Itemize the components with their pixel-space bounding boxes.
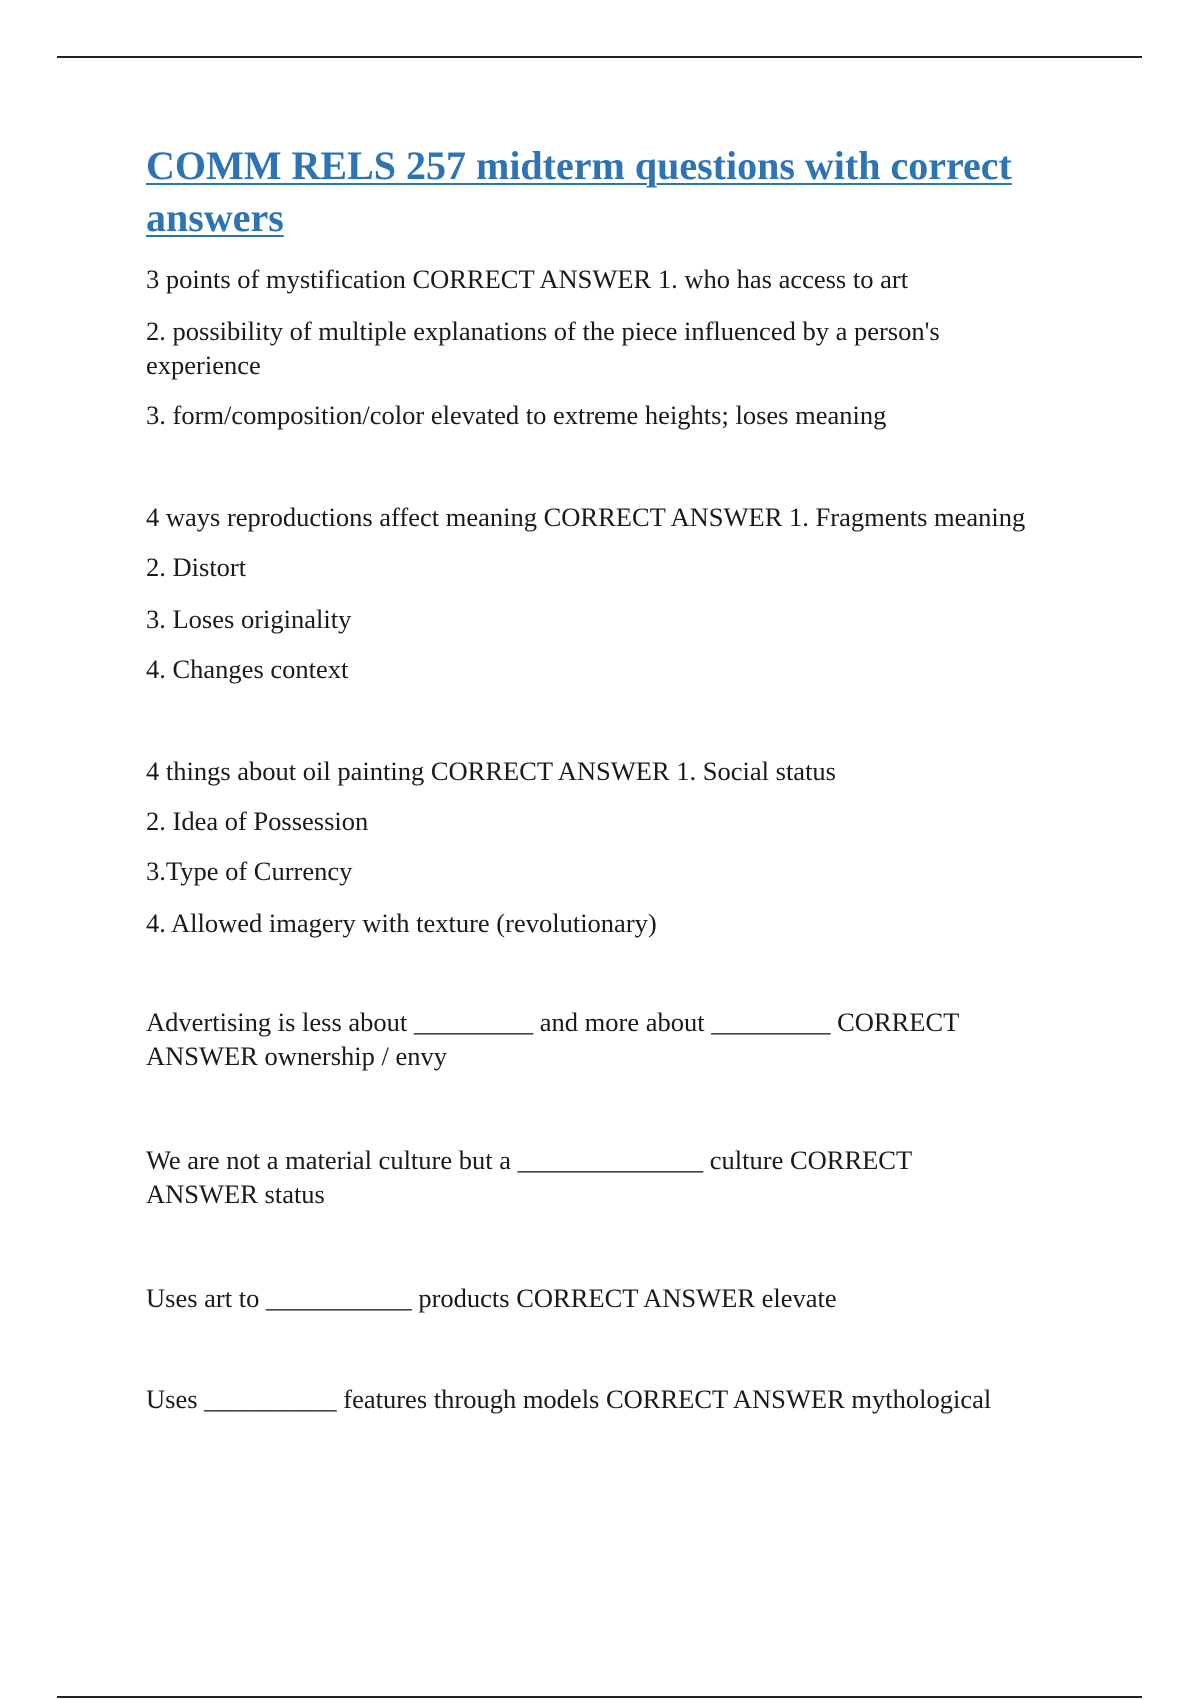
item-3-answer-2: 2. Idea of Possession <box>146 806 369 836</box>
item-1-question: 3 points of mystification CORRECT ANSWER 1. who has access to art <box>146 264 909 294</box>
bottom-rule <box>57 1696 1142 1698</box>
item-7-question: Uses __________ features through models CORRECT ANSWER mythological <box>146 1384 992 1414</box>
item-6-question: Uses art to ___________ products CORRECT ANSWER elevate <box>146 1283 837 1313</box>
item-3-question: 4 things about oil painting CORRECT ANSWER 1. Social status <box>146 756 836 786</box>
item-3-answer-4: 4. Allowed imagery with texture (revolutionary) <box>146 908 657 938</box>
document-title: COMM RELS 257 midterm questions with correct answers <box>146 143 1012 240</box>
item-1-answer-2: 2. possibility of multiple explanations of the piece influenced by a person's experience <box>146 316 940 380</box>
item-2-answer-4: 4. Changes context <box>146 654 349 684</box>
item-2-answer-3: 3. Loses originality <box>146 604 352 634</box>
item-2-answer-2: 2. Distort <box>146 552 247 582</box>
item-5-question: We are not a material culture but a ______________ culture CORRECT ANSWER status <box>146 1145 912 1209</box>
item-4-question: Advertising is less about _________ and more about _________ CORRECT ANSWER ownership / envy <box>146 1007 959 1071</box>
item-1-answer-3: 3. form/composition/color elevated to extreme heights; loses meaning <box>146 400 887 430</box>
item-3-answer-3: 3.Type of Currency <box>146 856 353 886</box>
document-body <box>146 140 1106 1416</box>
top-rule <box>57 56 1142 58</box>
item-2-question: 4 ways reproductions affect meaning CORRECT ANSWER 1. Fragments meaning <box>146 502 1026 532</box>
